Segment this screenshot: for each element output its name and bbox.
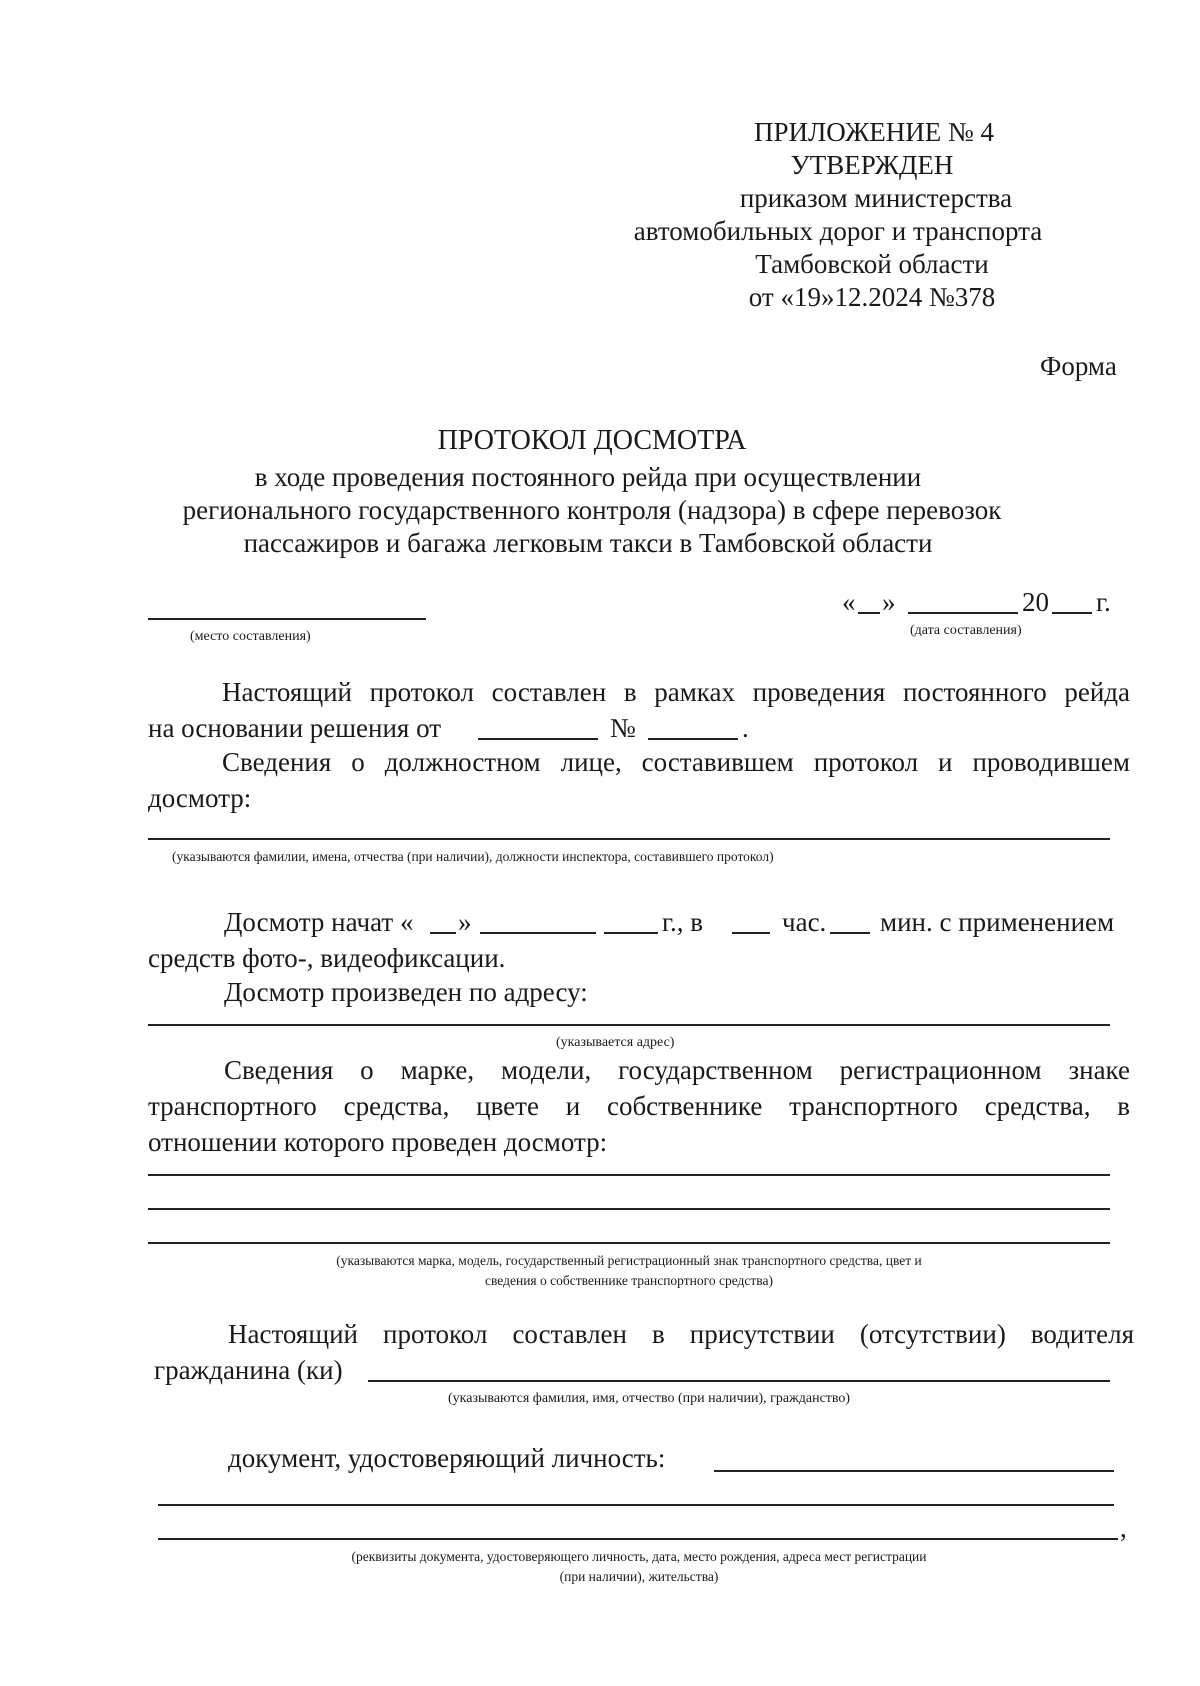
para5-line1: Настоящий протокол составлен в присутствии (отсутствии) водителя: [228, 1319, 1134, 1349]
approval-ministry-line: автомобильных дорог и транспорта: [633, 216, 1043, 246]
inspection-minute-label: мин. с применением: [880, 907, 1115, 937]
id-document-field-2[interactable]: [158, 1504, 1114, 1506]
inspection-start-label: Досмотр начат «: [224, 907, 414, 937]
para1-line2: [148, 710, 848, 746]
decision-date-field[interactable]: [478, 738, 598, 740]
id-document-field-3[interactable]: [158, 1538, 1118, 1540]
form-label: Форма: [1040, 351, 1117, 381]
document-title-block: [130, 424, 1070, 560]
approval-block: [630, 116, 1130, 314]
inspection-hour-field[interactable]: [732, 932, 770, 934]
inspector-field[interactable]: [148, 838, 1110, 840]
driver-hint: (указываются фамилия, имя, отчество (при наличии), гражданство): [448, 1391, 851, 1406]
document-title: ПРОТОКОЛ ДОСМОТРА: [437, 425, 747, 456]
approval-date-number: от «19»12.2024 №378: [748, 282, 996, 312]
title-subline-2: регионального государственного контроля (надзора) в сфере перевозок: [182, 495, 1002, 525]
date-hint: (дата составления): [910, 623, 1022, 638]
decision-number-field[interactable]: [648, 738, 738, 740]
address-label: Досмотр произведен по адресу:: [224, 977, 588, 1007]
vehicle-field-2[interactable]: [148, 1208, 1110, 1210]
inspection-month-field[interactable]: [480, 932, 596, 934]
date-day-field[interactable]: [858, 612, 880, 614]
inspection-quote-close: »: [458, 907, 472, 937]
vehicle-field-3[interactable]: [148, 1242, 1110, 1244]
inspection-year-field[interactable]: [604, 932, 658, 934]
date-field: [842, 584, 1132, 620]
para2-line1: Сведения о должностном лице, составившем протокол и проводившем: [222, 747, 1130, 777]
para1-line1: Настоящий протокол составлен в рамках проведения постоянного рейда: [222, 677, 1130, 707]
id-document-hint-1: (реквизиты документа, удостоверяющего личность, дата, место рождения, адреса мест регистрации: [351, 1549, 927, 1564]
photo-video-line: средств фото-, видеофиксации.: [148, 943, 506, 973]
vehicle-hint-2: сведения о собственнике транспортного средства): [485, 1273, 773, 1288]
date-close-quote: »: [882, 587, 896, 617]
vehicle-hint-1: (указываются марка, модель, государственный регистрационный знак транспортного средства, цвет и: [336, 1253, 922, 1268]
id-document-label: документ, удостоверяющий личность:: [228, 1443, 666, 1473]
inspection-day-field[interactable]: [430, 932, 456, 934]
id-document-hint-2: (при наличии), жительства): [559, 1569, 719, 1584]
inspection-minute-field[interactable]: [830, 932, 870, 934]
decision-label: на основании решения от: [148, 713, 442, 743]
date-year-field[interactable]: [1052, 612, 1092, 614]
date-open-quote: «: [842, 587, 856, 617]
para2-line2: досмотр:: [148, 783, 252, 813]
para4-line1: Сведения о марке, модели, государственном регистрационном знаке: [224, 1055, 1130, 1085]
vehicle-field-1[interactable]: [148, 1174, 1110, 1176]
date-year-prefix: 20: [1022, 587, 1049, 617]
id-document-comma: ,: [1120, 1513, 1127, 1543]
inspection-hour-label: час.: [782, 907, 827, 937]
approval-order-line: приказом министерства: [739, 183, 1013, 213]
title-subline-1: в ходе проведения постоянного рейда при осуществлении: [254, 462, 922, 492]
approval-region-line: Тамбовской области: [755, 249, 989, 279]
date-month-field[interactable]: [908, 612, 1018, 614]
inspection-year-label: г., в: [662, 907, 704, 937]
para4-line3: отношении которого проведен досмотр:: [148, 1127, 608, 1157]
para5-line2: гражданина (ки): [154, 1355, 343, 1385]
title-subline-3: пассажиров и багажа легковым такси в Тамбовской области: [243, 528, 933, 558]
appendix-number: ПРИЛОЖЕНИЕ № 4: [753, 117, 995, 147]
period: .: [742, 713, 749, 743]
driver-field[interactable]: [368, 1380, 1110, 1382]
decision-number-sign: №: [610, 713, 636, 743]
id-document-field-1[interactable]: [714, 1470, 1114, 1472]
address-hint: (указывается адрес): [556, 1035, 675, 1050]
para4-line2: транспортного средства, цвете и собственнике транспортного средства, в: [148, 1091, 1130, 1121]
address-field[interactable]: [148, 1024, 1110, 1026]
place-hint: (место составления): [190, 629, 311, 644]
inspector-hint: (указываются фамилии, имена, отчества (при наличии), должности инспектора, составившего протокол): [172, 849, 774, 864]
date-year-suffix: г.: [1096, 587, 1111, 617]
approved-label: УТВЕРЖДЕН: [790, 150, 954, 180]
inspection-start-line: [224, 904, 1134, 940]
place-field[interactable]: [148, 618, 426, 620]
